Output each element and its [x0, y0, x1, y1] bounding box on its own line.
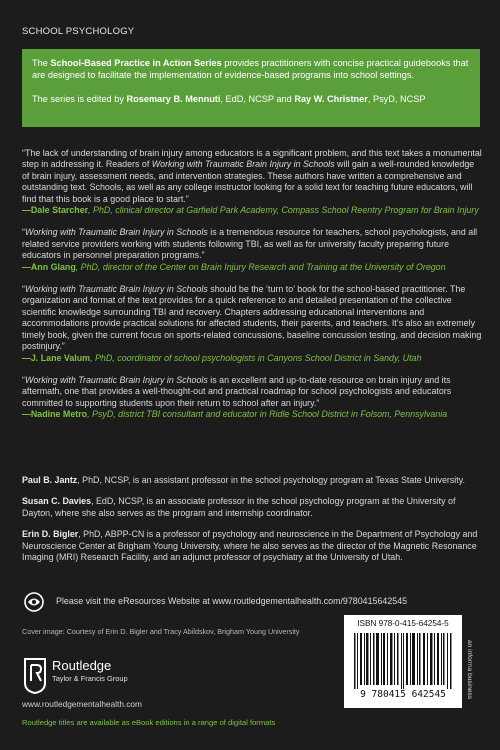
- author-name: Susan C. Davies: [22, 496, 92, 507]
- editor-credentials: , EdD, NCSP and: [220, 94, 292, 104]
- barcode-digits: 9 780415 642545: [360, 689, 446, 700]
- publisher-block: [22, 651, 222, 707]
- author-bio-text: , EdD, NCSP, is an associate professor in the school psychology program at the University of Dayton, where she also serves as the program and internship coordinator.: [22, 496, 456, 518]
- series-description: [32, 57, 470, 81]
- isbn-barcode: [344, 615, 462, 708]
- book-title: Working with Traumatic Brain Injury in Schools: [24, 374, 208, 385]
- reviewer-name: —J. Lane Valum: [22, 352, 91, 363]
- review-text: “: [22, 284, 25, 295]
- informa-tagline: an informa business: [466, 640, 473, 700]
- reviewer-affiliation: , PhD, director of the Center on Brain Injury Research and Training at the University of Oregon: [75, 261, 446, 272]
- review-text: is an excellent and up-to-date resource on brain injury and its aftermath, one that provides a well-thought-out and practical roadmap for school psychologists and educators committed to supporting students upon their return to school after an injury.”: [22, 374, 452, 408]
- review: [22, 227, 482, 273]
- review: [22, 284, 482, 364]
- reviewer-name: —Ann Glang: [22, 261, 76, 272]
- review-text: should be the ‘turn to’ book for the school-based practitioner. The organization and format of the text provides for a quick reference to and detailed presentation of the collective scientific knowledge surrounding TBI and recovery. Chapters addressing educational interventions and accommodations provide practical solutions for affected students, their parents, and teachers. It’s also an extremely timely book, given the current focus on sports-related concussions, baseline concussion testing, and decision making postinjury.”: [22, 284, 482, 352]
- editor-name: Ray W. Christner: [294, 94, 368, 104]
- editors-prefix: The series is edited by: [32, 94, 124, 104]
- author-bio: [22, 496, 482, 519]
- series-name: School-Based Practice in Action Series: [50, 58, 222, 68]
- series-info-box: [22, 49, 480, 127]
- category-label: SCHOOL PSYCHOLOGY: [22, 26, 135, 37]
- routledge-logo-icon: [22, 657, 48, 695]
- publisher-name: Routledge: [52, 658, 112, 673]
- eresources-logo-icon: [22, 592, 46, 612]
- cover-credit: Cover image: Courtesy of Erin D. Bigler and Tracy Abildskov, Brigham Young University: [22, 627, 300, 636]
- eresources-text[interactable]: Please visit the eResources Website at www.routledgementalhealth.com/9780415642545: [56, 596, 408, 606]
- reviews-section: [22, 148, 482, 432]
- reviewer-affiliation: , PsyD, district TBI consultant and educator in Ridle School District in Folsom, Pennsylvania: [87, 409, 448, 420]
- book-title: Working with Traumatic Brain Injury in Schools: [24, 284, 208, 295]
- reviewer: [22, 262, 446, 272]
- author-name: Erin D. Bigler: [22, 529, 79, 540]
- book-title: Working with Traumatic Brain Injury in Schools: [151, 159, 335, 170]
- review-text: is a tremendous resource for teachers, school psychologists, and all related service providers working with students following TBI, as well as for university faculty preparing future educators in personnel preparation programs.”: [22, 227, 478, 261]
- reviewer-affiliation: , PhD, clinical director at Garfield Park Academy, Compass School Reentry Program for Brain Injury: [88, 205, 479, 216]
- author-name: Paul B. Jantz: [22, 475, 78, 485]
- eresources-notice: [22, 592, 482, 614]
- reviewer-name: —Nadine Metro: [22, 409, 88, 420]
- reviewer: [22, 205, 479, 215]
- reviewer: [22, 409, 447, 419]
- reviewer-name: —Dale Starcher: [22, 205, 89, 216]
- review-text: “: [22, 374, 25, 385]
- editor-name: Rosemary B. Mennuti: [126, 94, 221, 104]
- review-text: will gain a well-rounded knowledge of brain injury, assessment needs, and intervention strategies. These authors have written a comprehensive and outstanding text. Schools, as well as any college instructor looking for a solid text for teaching future educators, will find that this book is a good place to start.”: [22, 159, 475, 204]
- series-prefix: The: [32, 58, 48, 68]
- reviewer-affiliation: , PhD, coordinator of school psychologists in Canyons School District in Sandy, Utah: [90, 352, 422, 363]
- series-editors: [32, 93, 470, 105]
- review-text: “The lack of understanding of brain injury among educators is a significant problem, and this text takes a monumental step in addressing it. Readers of: [22, 148, 482, 170]
- editor-credentials: , PsyD, NCSP: [367, 94, 426, 104]
- review: [22, 148, 482, 216]
- book-title: Working with Traumatic Brain Injury in Schools: [24, 227, 208, 238]
- reviewer: [22, 353, 421, 363]
- publisher-group: Taylor & Francis Group: [52, 674, 128, 683]
- author-bio: [22, 475, 482, 486]
- author-bio-text: , PhD, NCSP, is an assistant professor in the school psychology program at Texas State University.: [77, 475, 465, 485]
- author-bio: [22, 529, 482, 563]
- review: [22, 375, 482, 421]
- series-description-text: provides practitioners with concise practical guidebooks that are designed to facilitate the implementation of evidence-based programs into school settings.: [32, 58, 469, 80]
- barcode-icon: [352, 633, 454, 689]
- author-bio-text: , PhD, ABPP-CN is a professor of psychology and neuroscience in the Department of Psychology and Neuroscience Center at Brigham Young University, where he also serves as the director of the Magnetic Resonance Imaging (MRI) Research Facility, and an adjunct professor of psychiatry at the University of Utah.: [22, 529, 478, 563]
- isbn-label: ISBN 978-0-415-64254-5: [357, 619, 449, 628]
- ebook-note: Routledge titles are available as eBook editions in a range of digital formats: [22, 718, 276, 727]
- publisher-url[interactable]: www.routledgementalhealth.com: [22, 699, 142, 709]
- author-bios: [22, 475, 482, 573]
- review-text: “: [22, 227, 25, 238]
